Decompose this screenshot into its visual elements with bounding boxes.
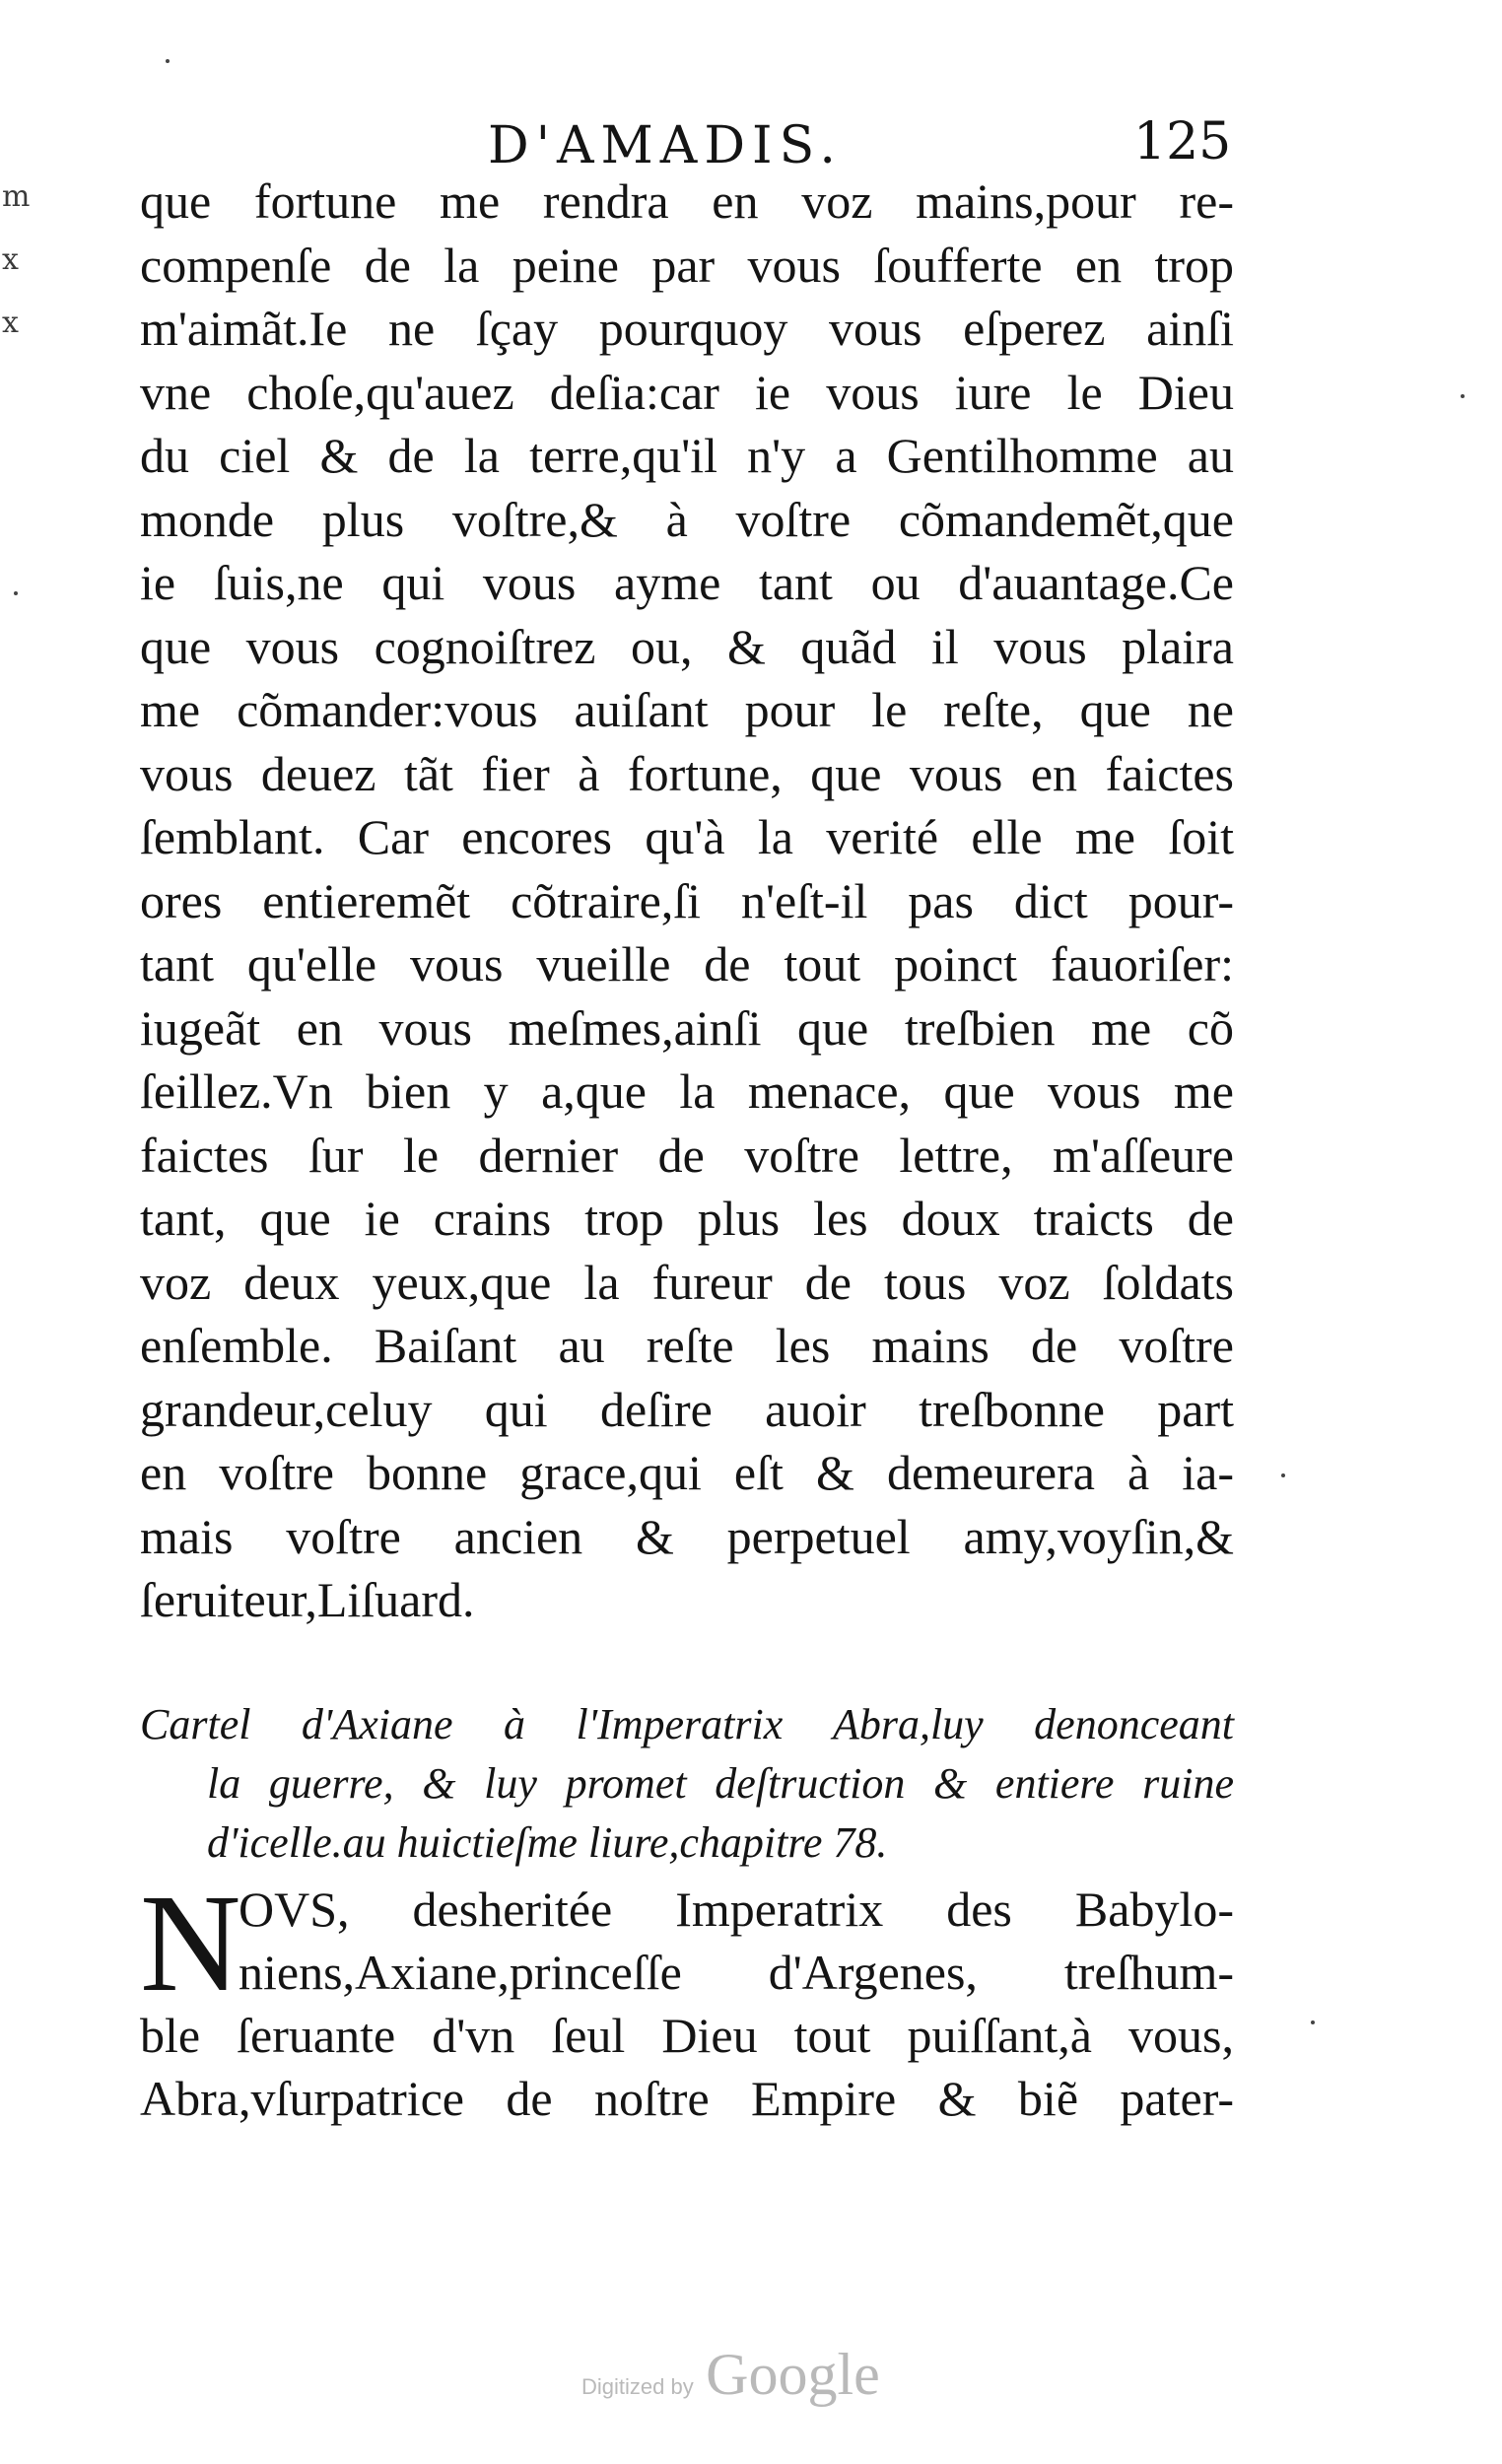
text-line: monde plus voſtre,& à voſtre cõmandemẽt,que (140, 491, 1234, 547)
text-line: vne choſe,qu'auez deſia:car ie vous iure le Dieu (140, 364, 1234, 420)
text-line: OVS, desheritée Imperatrix des Babylo- (239, 1882, 1234, 1937)
text-line: me cõmander:vous auiſant pour le reſte, que ne (140, 682, 1234, 737)
drop-cap: N (140, 1865, 241, 2020)
text-line: tant, que ie crains trop plus les doux traicts de (140, 1191, 1234, 1246)
running-head: D'AMADIS. (488, 116, 843, 175)
cartel-text (140, 1865, 1234, 2130)
margin-note-1: m (2, 179, 31, 214)
text-line: mais voſtre ancien & perpetuel amy,voyſin,& (140, 1508, 1234, 1564)
text-line: faictes ſur le dernier de voſtre lettre, m'aſſeure (140, 1127, 1234, 1183)
text-line: grandeur,celuy qui deſire auoir treſbonne part (140, 1381, 1234, 1437)
chapter-heading (140, 1695, 1234, 1873)
heading-line: Cartel d'Axiane à l'Imperatrix Abra,luy denonceant (140, 1700, 1234, 1748)
watermark-prefix: Digitized by (581, 2374, 694, 2399)
text-line-signature: ſeruiteur,Liſuard. (140, 1572, 475, 1627)
text-line: tant qu'elle vous vueille de tout poinct fauoriſer: (140, 936, 1234, 992)
text-line: en voſtre bonne grace,qui eſt & demeurera à ia- (140, 1445, 1234, 1500)
text-line: ble ſeruante d'vn ſeul Dieu tout puiſſant,à vous, (140, 2008, 1234, 2063)
ink-speck (1281, 1473, 1285, 1477)
text-line: compenſe de la peine par vous ſoufferte en trop (140, 237, 1234, 293)
text-line: niens,Axiane,princeſſe d'Argenes, treſhum- (239, 1945, 1234, 2000)
ink-speck (166, 59, 170, 63)
text-line: Abra,vſurpatrice de noſtre Empire & biẽ pater- (140, 2071, 1234, 2126)
heading-line: d'icelle.au huictieſme liure,chapitre 78. (207, 1818, 888, 1867)
text-line: iugeãt en vous meſmes,ainſi que treſbien me cõ (140, 999, 1234, 1056)
google-logo: Google (706, 2342, 880, 2407)
page-number: 125 (1133, 112, 1232, 171)
margin-note-3: x (2, 306, 19, 340)
text-line: que vous cognoiſtrez ou, & quãd il vous plaira (140, 618, 1234, 674)
text-line: m'aimãt.Ie ne ſçay pourquoy vous eſperez ainſi (140, 301, 1234, 356)
ink-speck (1311, 2020, 1315, 2024)
text-line: ie ſuis,ne qui vous ayme tant ou d'auantage.Ce (140, 555, 1234, 610)
text-line: ſeillez.Vn bien y a,que la menace, que vous me (140, 1063, 1234, 1119)
text-line: vous deuez tãt fier à fortune, que vous en faictes (140, 745, 1234, 801)
digitized-by-google-watermark (581, 2341, 880, 2409)
ink-speck (14, 591, 18, 595)
heading-line: la guerre, & luy promet deſtruction & entiere ruine (207, 1759, 1234, 1808)
ink-speck (1461, 394, 1465, 398)
text-line: enſemble. Baiſant au reſte les mains de voſtre (140, 1318, 1234, 1373)
text-line: que fortune me rendra en voz mains,pour re- (140, 173, 1234, 229)
text-line: ores entieremẽt cõtraire,ſi n'eſt-il pas dict pour- (140, 872, 1234, 928)
margin-note-2: x (2, 242, 19, 277)
text-line: du ciel & de la terre,qu'il n'y a Gentilhomme au (140, 428, 1234, 483)
letter-body-text (140, 170, 1234, 1632)
text-line: voz deux yeux,que la fureur de tous voz ſoldats (140, 1254, 1234, 1310)
text-line: ſemblant. Car encores qu'à la verité elle me ſoit (140, 809, 1234, 864)
